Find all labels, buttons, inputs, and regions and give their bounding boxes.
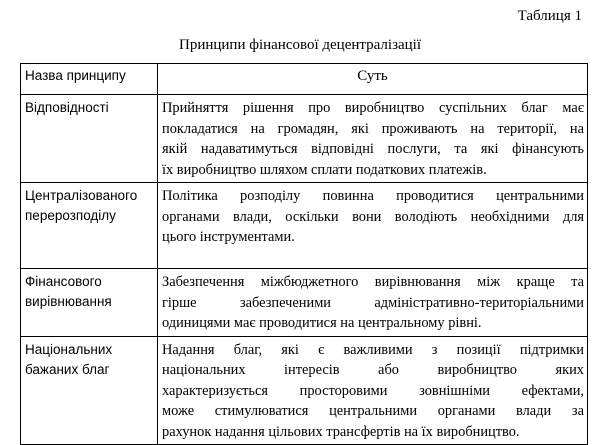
essence-line: гірше забезпеченими адміністративно-територіальними bbox=[162, 294, 584, 311]
essence-line: Прийняття рішення про виробництво суспільних благ має bbox=[162, 100, 584, 116]
principle-name-cell bbox=[21, 269, 158, 337]
essence-line: характеризується просторовими зовнішніми ефектами, bbox=[162, 382, 584, 399]
principle-name-line: Централізованого bbox=[25, 188, 138, 203]
table-row bbox=[21, 269, 588, 337]
essence-line: рахунок надання цільових трансфертів на їх виробництво. bbox=[162, 423, 520, 440]
table-number: Таблиця 1 bbox=[517, 8, 582, 24]
table-row bbox=[21, 336, 588, 445]
essence-line: органами влади, оскільки вони володіють необхідними для bbox=[162, 208, 584, 225]
essence-line: цього інструментами. bbox=[162, 229, 295, 245]
principle-essence-cell bbox=[158, 269, 588, 337]
principles-table bbox=[20, 63, 588, 445]
essence-line: якій надаватимуться відповідні послуги, та які фінансують bbox=[162, 141, 584, 157]
principle-essence-cell bbox=[158, 336, 588, 445]
principle-name-cell bbox=[21, 95, 158, 183]
essence-line: національних інтересів або виробництво яких bbox=[162, 362, 584, 378]
principle-name-cell bbox=[21, 336, 158, 445]
essence-line: покладатися на громадян, які проживають на території, на bbox=[162, 120, 584, 137]
essence-line: одиницями має проводитися на центральному рівні. bbox=[162, 315, 482, 331]
essence-line: Надання благ, які є важливими з позиції підтримки bbox=[162, 341, 584, 358]
principle-essence-cell bbox=[158, 95, 588, 183]
table-row bbox=[21, 183, 588, 269]
table-header-row bbox=[21, 64, 588, 95]
principle-name-line: перерозподілу bbox=[25, 208, 116, 223]
principle-name-line: Національних bbox=[25, 341, 113, 357]
principle-name-cell bbox=[21, 183, 158, 269]
essence-line: може стимулюватися центральними органами влади за bbox=[162, 403, 584, 419]
header-principle-name: Назва принципу bbox=[21, 64, 158, 95]
table-title: Принципи фінансової децентралізації bbox=[178, 37, 422, 53]
essence-line: Забезпечення міжбюджетного вирівнювання між краще та bbox=[162, 274, 584, 290]
essence-line: їх виробництво шляхом сплати податкових платежів. bbox=[162, 161, 487, 178]
principle-name-line: вирівнювання bbox=[25, 294, 112, 309]
table-row bbox=[21, 95, 588, 183]
essence-line: Політика розподілу повинна проводитися центральними bbox=[162, 188, 584, 204]
header-essence: Суть bbox=[158, 64, 588, 95]
principle-name-line: Відповідності bbox=[25, 100, 109, 115]
principle-essence-cell bbox=[158, 183, 588, 269]
principle-name-line: бажаних благ bbox=[25, 361, 110, 377]
principle-name-line: Фінансового bbox=[25, 274, 102, 289]
